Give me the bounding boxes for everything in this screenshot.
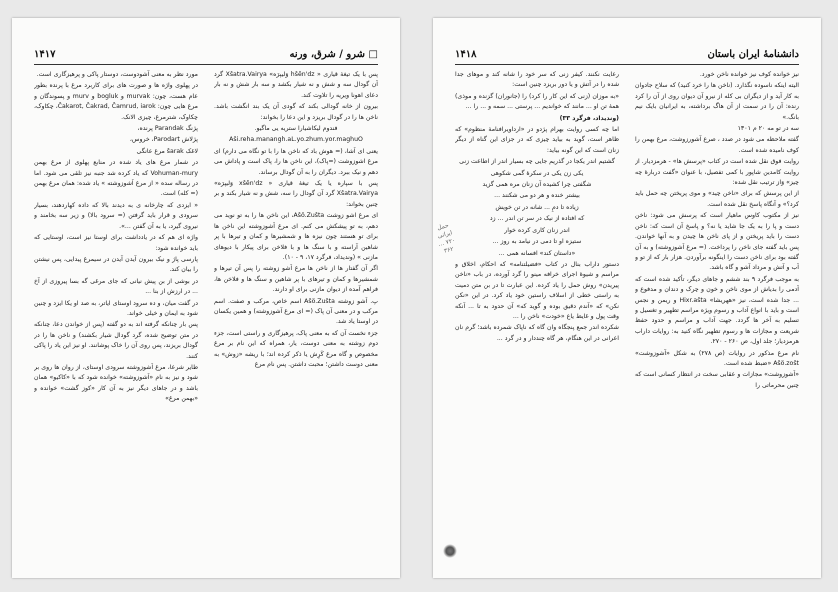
left-page-left-column — [34, 70, 198, 564]
ink-stain-mark — [443, 544, 457, 558]
list-item: پژلاش Parodart، خروس، — [129, 136, 198, 144]
paragraph: ای مرغ اشو زوشت Ašö.Zušta، این ناخن ها را به تو نوید می دهم، به تو پیشکش می کنم. ای مرغ اَشوزوشته این ناخن ها برای تو هستند چون نیزه ها و شمشیرها و کمان و تیرها با پر شاهین آراسته و با سنگ ها و با فلاخن برای پیکار با دیوهای مازنی » (وندیداد، فرگرد ۱۷، ۹ - ۱۰). — [214, 212, 378, 261]
paragraph: روایت فوق نقل شده است در کتاب «پرسش ها» - هرمزدیار. از روایت کامدین شاپور با کمی تفصیل، با عنوان «گفت دربارهٔ چه چیز» وَاز ترتیب نقل شده: — [635, 158, 799, 187]
transliteration-line: Aši.reha.manangh.aL.yo.zhum.yor.maghuO — [229, 136, 363, 144]
verse-line: گشتیم اندر یکجا در گذریم جایی چه بسیار اندر از اطاعت زنی — [459, 158, 615, 166]
margin-note-text: حمل ایرانی ۷۲۰ ... — [436, 222, 457, 248]
paragraph: در بوشی از بن پیش نیانی که جای مرغی گه بسا پیروزی از آخ ... در ارزش از بنا ... — [34, 277, 198, 296]
paragraph: واژه ای هم که در یادداشت برای اوستا نیز است، اوستایی که باید خوانده شود: — [34, 234, 198, 252]
verse-line: شگفتی چرا کشیده آن زنان مره همی گزید — [482, 181, 592, 189]
verse-line: ستیزه او تا دمی در نیامد به روز ... — [492, 238, 582, 246]
paragraph: نام مرغ مذکور در روایات (ص ۲۷۸) به شکل «آشوزوشت» Ašö.zošt «ضبط شده است. — [635, 349, 799, 367]
paragraph: در پهلوی واژه ها و صورت های برای کاربرد مرغ با پرنده بطور عام هست، چون: murvak و bogluk و murv و پسوندگان و مرغ هایی چون: Čakarot, Čakrad, Čamrud, iarok، چکاوک، چکاوک، شترمرغ، چیزی الانک. — [34, 82, 198, 121]
paragraph: دستور داراب بنال در کتاب «فضیلتنامه» که احکام، اخلاق و مراسم و شیوهٔ اجرای خرافه مینو را گرد آورده، در باب «ناخن پیریدن» روش حمل را یاد کرده. این عبارت تا در بن متن دمیت به راستی خطی از اسلاف راستین خود یاد کرد. در این «نکن نکن» که «آندم دقیق بوده و گوید که» آن حدود به تا ... آنکه وقت پول و غایط یاع «خودت» ناخن را ... — [455, 260, 619, 320]
paragraph: در شمار مرغ های یاد شده در منابع پهلوی از مرغ بهمن Vohuman-mury که یاد کرده شد جنبه نیز تلقی می شود. اما در رساله سده « از مرغ اَشوزوشته » یاد شده: همان مرغ بهمن (= کله) است. — [34, 159, 198, 198]
left-page — [12, 18, 400, 578]
paragraph: جزء نخست آن که به معنی پاک، پرهیزگاری و راستی است، جزء دوم زوشته به معنی دوست، یار، همراه که این نام بر مرغ مخصوص و گاه مرغ کَرِش یا ذکر کرده اند؛ با ریشه «زوش» به معنی دوست داشتن؛ محبت داشتن. پس نام مرغ — [214, 329, 378, 368]
left-page-header — [34, 48, 378, 65]
verse-line: «داستان کند» افسانه همی ... — [498, 249, 576, 257]
paragraph: «اَشوزوشت» مجازات و عقابی سخت در انتظار کسانی است که چنین محرماتی را — [635, 371, 799, 389]
right-page-right-column — [635, 70, 799, 564]
paragraph: اگر آن گفتار ها از ناخن ها مرغ اَشو زوشته را پس آن تیرها و شمشیرها و کمان و تیرهای با پر شاهین و سنگ ها و فلاخن ها، فراهم آمده از دیوان مازنی برای او دارند. — [214, 265, 378, 294]
right-page-left-column — [455, 70, 619, 564]
verse-line: اندر زنان کاری کرده خوار — [504, 226, 570, 234]
paragraph: به موجب فرگرد ۹ بند ششم و جاهای دیگر، تأکید شده است که آدمی را بدیاش از موی ناخن و خون و چرک و دندان و مدفوع و ... جدا شده است، نیز «ههریشا» Hixr.ašta و ریمن و نجس است و باید با انواع آداب و رسوم ویژه مراسم تطهیر و تغسیل و تسلیم به آخر ها گردد. جهت آداب و مراسم و حدود حفظ شریعت و مجازات ها و رسوم تطهیر نگاه کنید به: روایات داراب هرمزدیار؛ جلد اول، ص ۲۶۰ - ۲۷۰. — [635, 275, 799, 346]
left-page-right-column — [214, 70, 378, 564]
citation: (وندیداد، فرگرد ۳۳) — [559, 114, 619, 122]
paragraph: یعنی ای اَشا، (= هوش باد که ناخن ها را با تو نگاه می دارم) ای مرغ اشوزوشت (=پاک)، این ناخن ها را، پاک است و پاداش می دهم و نیک ببرد. دیگران را به آن گودال برساند. — [214, 147, 378, 176]
left-header-title: شرو / شرق، ورنه □ — [289, 49, 378, 60]
paragraph: الیته اینکه ناسوده نگذارد. (ناخن ها را خرد کنید) که سلاح جادوان به کار آید و از دیگران بی کله از نیرو آن دیوان روی از آن را کرد رنده: آن را در سمت از آن هاگ برداشته، به ایرانیان بایک نیم بانگ.» — [635, 82, 799, 121]
paragraph: پ. اَشو زوشته Ašö.Zušta اسم خاص، مرکب و صفت. اسم مرکب و در معنی آن پاک (= ای مرغ آشوزوشته) و همین یکسان در اوستا یاد شد. — [214, 297, 378, 326]
quote-line: فندوم لیکاشیارا ستریه یی ماگیو. — [254, 125, 338, 133]
verse-line: زیاده تا دمِ ... شانه در تن خویش — [495, 203, 579, 211]
right-page-header — [455, 48, 799, 65]
verse-line: یکی زن یکی در سکرهٔ گمی شکوهی — [490, 169, 584, 177]
list-item: پژنگ Parandak پرنده، — [137, 125, 198, 133]
paragraph: رعایت نکنند. کیفر زنی که سر خود را شانه کند و موهای جدا شده را در آتش و یا دور بریزد چنین است: — [455, 71, 619, 89]
paragraph: پس با سپاره یا یک تیغهٔ قیاری « xšĕn'dz وَلیپرَه» Xšatra.Vairya گرد آن گودال را سه، شش و نه شیار بکند و بر چنین بخواند: — [214, 180, 378, 208]
paragraph: اما چه کسی روایت بهرام پژدو در «ارداویرافنامهٔ منظوم» که ظاهر است، گوید به بیاید چیزی که در جزای این گناه از دیگر زنان است که این گونه بیاید: — [455, 126, 619, 154]
paragraph: طایر شرعا، مرغ اَشوزوشته سرودی اوستای، از روان ها روی بر شود و نیز به نام «اَشوزوشته» خوانده شود که با «کاکیو» همان باشد و در جاهای دیگر نیز به آن کار «کوز گشت» خوانده و «بهمن مرغ» — [34, 363, 198, 403]
paragraph: « ایزدی که چارخانه ی به دیدند بالا که داده کهاردهند، بسیار سرودی و قرار باید گرفتن (= سرود بالا) و زیر سه بخامند و نیروی گیرد، یا به آن گفتن ...». — [34, 201, 198, 230]
paragraph: پارسی پاژ و نیک بیرون آیدن آیدن در سیمرغ پیدایی، پس نیشتن را بیان کند. — [34, 255, 198, 274]
paragraph: پس بار چنانکه گرفته اند به دو گفته (پس از خواندن دعا، چنانکه در متن توضیح شده، گرد گودال شیار بکشند) و ناخن ها را در گودال بریزند، پس روی آن را خاک پوشانند. او نیز این یاد را پاکی کنند. — [34, 321, 198, 360]
left-page-number: ۱۴۱۷ — [34, 49, 56, 60]
paragraph: نیز خوانده کوف نیز خوانده ناخن خورد. — [699, 71, 799, 78]
paragraph: نیز از مکتوب کاوس ماهیار است که پرسش می شود: ناخن دست و پا را به یک جا شاید یا نه؟ و پاسخ آن است که: ناخن دست را باید پریختن و از پای ناخن ها چیدن و به آنها خواندن. پس باید گفته جای ناخن را پرداخت. (= مرغ اَشوزوشته) و به آن گفته بود برای ناخن دست را اینگونه برآوردن. هزار بار که از تو و آب و آتش و مرداد آشو و گاه باشد. — [635, 212, 799, 272]
handwritten-note: سه در تو مه ۲۰ م ۱۳۰۱ — [737, 125, 799, 133]
right-header-title: دانشنامهٔ ایران باستان — [707, 49, 799, 60]
paragraph: شکرده اندر جمع پنجگاه وان گاه که ناپاک شمرده باشد؛ گرم نان اعرانی در این هنگام، هر گاه چنددار و در گرد ... — [455, 324, 619, 342]
paragraph: از این پرسش که برای «ناخن چید» و موی پریختن چه حمل باید کرد؟» و آنگاه پاسخ نقل شده است. — [635, 190, 799, 208]
verse-line: بیشتر خنده و هر دو می شکنند ... — [494, 192, 580, 200]
paragraph: «به موزان (زنی که این کار را کرد) را (جانوران) گزنده و موذی) همهٔ تن او ... مانند که خواندیم ... پرستی ... سمه و ... را ... — [455, 92, 619, 111]
right-page-number: ۱۴۱۸ — [455, 49, 477, 60]
paragraph: در گفت میان، و ده سرود اوستای ایاتر، به صد او یکا ایزد و چنین شود به ایمان و خیلی خواند. — [34, 299, 198, 317]
margin-note-number: ۳۶۲ — [443, 245, 455, 255]
list-item: لاغک šarak مرغ عانگی — [136, 147, 198, 155]
paragraph: مورد نظر به معنی آشودوست، دوستار پاکی و پرهیزگاری است. — [36, 71, 198, 78]
right-page — [433, 18, 821, 578]
paragraph: پس با یک تیغهٔ قیاری « hšĕn'dz وَلیپرَه» Xšatra.Vairya گرد آن گودال سه و شش و نه شیار بکشد و سه بار شش و نه بار دعای اهونا ویریه را تلاوت کند. — [214, 71, 378, 99]
paragraph: گفته ملاحظه می شود در صدد ، صرع آشورزوشت، مرغ بهمن را کوف نامیده شده است. — [635, 136, 799, 154]
verse-line: که افتاده از نیک در سر تن اندر ... زد — [489, 215, 585, 223]
paragraph: بیرون از خانه گودالی بکند که گودی آن یک بند انگشت باشد. ناخن ها را در گودال بریزد و این دعا را بخواند: — [214, 103, 378, 121]
